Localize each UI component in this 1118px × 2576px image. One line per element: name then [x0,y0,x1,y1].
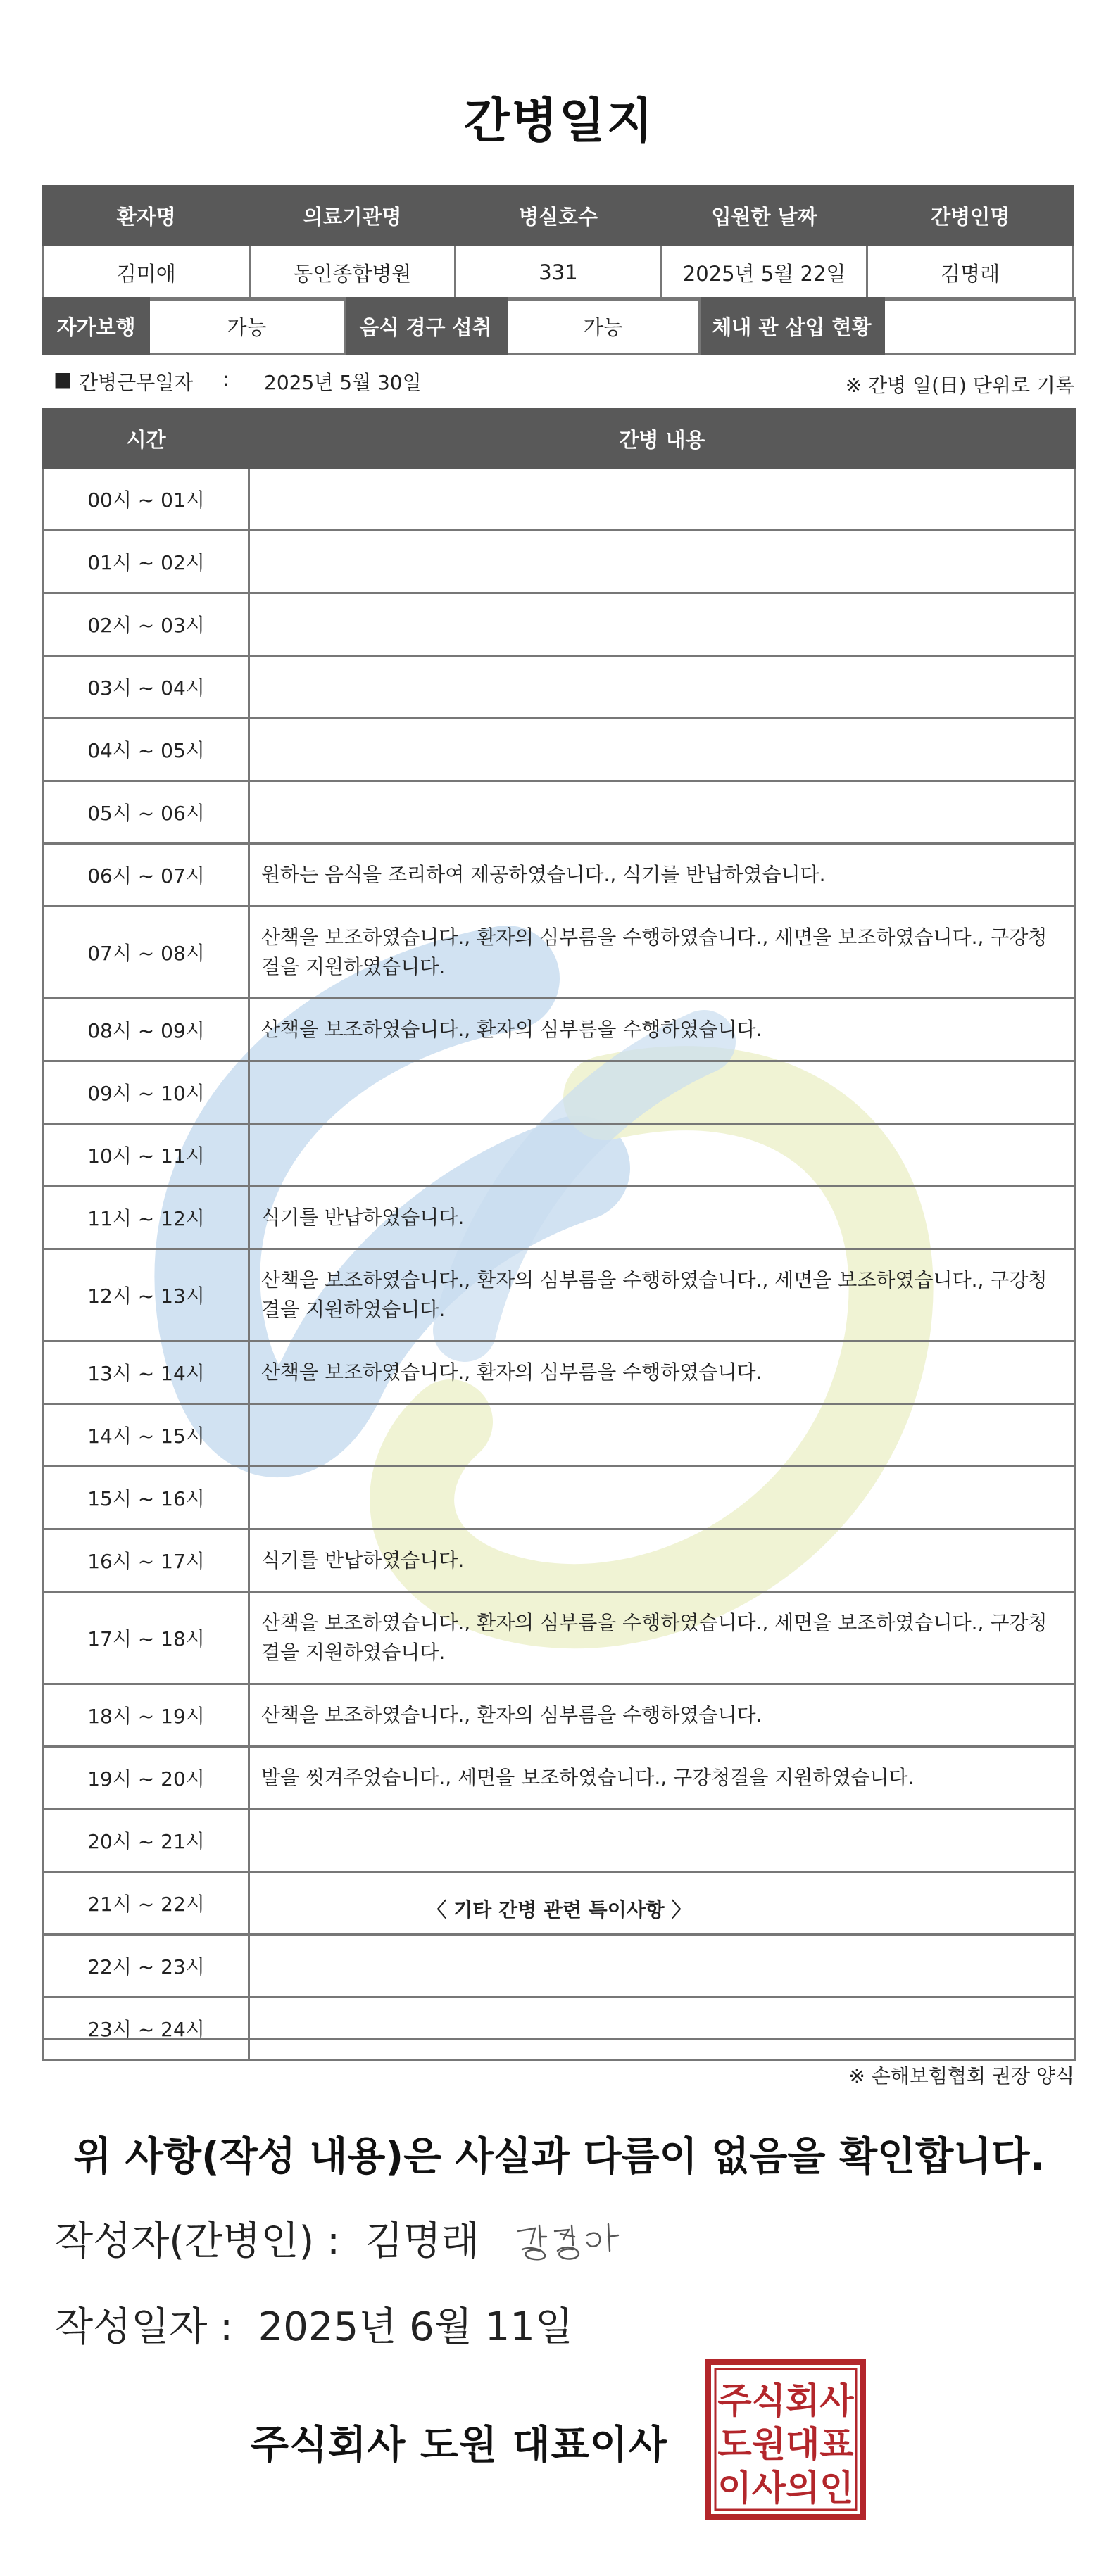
care-content [249,1404,1076,1467]
writer-label: 작성자(간병인) : [55,2218,340,2264]
header-caregiver-name: 간병인명 [867,187,1074,245]
care-content: 발을 씻겨주었습니다., 세면을 보조하였습니다., 구강청결을 지원하였습니다. [249,1747,1076,1810]
time-slot: 11시 ~ 12시 [44,1187,249,1249]
time-slot: 15시 ~ 16시 [44,1467,249,1529]
care-log-row [44,1684,1076,1747]
care-log-row [44,1529,1076,1592]
time-slot: 23시 ~ 24시 [44,1997,249,2060]
care-log-row [44,468,1076,531]
care-log-row [44,719,1076,781]
room-number-value: 331 [456,245,662,301]
care-log-row [44,844,1076,907]
written-date-value: 2025년 6월 11일 [258,2304,573,2350]
care-content [249,468,1076,531]
care-log-row [44,1404,1076,1467]
company-seal-stamp [704,2358,867,2521]
seal-line-3: 이사의인 [717,2468,854,2508]
care-content [249,1124,1076,1187]
care-log-row [44,1249,1076,1341]
patient-info-table [42,185,1074,301]
patient-info-value-row [44,245,1074,301]
time-slot: 03시 ~ 04시 [44,656,249,719]
time-slot: 04시 ~ 05시 [44,719,249,781]
seal-line-1: 주식회사 [717,2380,854,2421]
duty-date-colon: : [222,367,230,391]
page-title: 간병일지 [463,94,655,149]
time-slot: 12시 ~ 13시 [44,1249,249,1341]
time-slot: 20시 ~ 21시 [44,1810,249,1872]
time-slot: 06시 ~ 07시 [44,844,249,907]
self-walk-label: 자가보행 [44,298,149,354]
record-unit-note: ※ 간병 일(日) 단위로 기록 [845,374,1074,397]
care-log-row [44,656,1076,719]
care-content: 산책을 보조하였습니다., 환자의 심부름을 수행하였습니다. [249,1341,1076,1404]
writer-name: 김명래 [365,2218,479,2264]
time-slot: 14시 ~ 15시 [44,1404,249,1467]
duty-date-label: 간병근무일자 [79,371,194,394]
care-log-row [44,1592,1076,1684]
time-slot: 16시 ~ 17시 [44,1529,249,1592]
time-slot: 05시 ~ 06시 [44,781,249,844]
duty-date-value: 2025년 5월 30일 [264,371,422,394]
admission-date-value: 2025년 5월 22일 [661,245,867,301]
time-slot: 08시 ~ 09시 [44,999,249,1061]
time-slot: 21시 ~ 22시 [44,1872,249,1935]
care-log-row [44,999,1076,1061]
handwritten-signature [514,2216,634,2266]
oral-intake-value: 가능 [507,298,700,354]
header-admission-date: 입원한 날짜 [661,187,867,245]
care-content [249,1467,1076,1529]
care-log-header-row [44,410,1076,468]
care-log-row [44,1061,1076,1124]
care-content: 산책을 보조하였습니다., 환자의 심부름을 수행하였습니다., 세면을 보조하였습니다., 구강청결을 지원하였습니다. [249,1592,1076,1684]
care-log-row [44,781,1076,844]
time-slot: 02시 ~ 03시 [44,593,249,656]
care-content [249,781,1076,844]
header-care-content: 간병 내용 [249,410,1076,468]
care-log-row [44,1747,1076,1810]
confirmation-statement: 위 사항(작성 내용)은 사실과 다름이 없음을 확인합니다. [73,2134,1045,2180]
care-log-row [44,907,1076,999]
written-date-line [55,2296,573,2352]
care-content: 산책을 보조하였습니다., 환자의 심부름을 수행하였습니다. [249,1684,1076,1747]
care-log-row [44,1187,1076,1249]
care-content: 산책을 보조하였습니다., 환자의 심부름을 수행하였습니다., 세면을 보조하였습니다., 구강청결을 지원하였습니다. [249,907,1076,999]
form-source-note: ※ 손해보험협회 권장 양식 [848,2064,1074,2088]
remarks-box [42,1934,1076,2040]
care-content: 산책을 보조하였습니다., 환자의 심부름을 수행하였습니다., 세면을 보조하였습니다., 구강청결을 지원하였습니다. [249,1249,1076,1341]
oral-intake-label: 음식 경구 섭취 [345,298,507,354]
time-slot: 07시 ~ 08시 [44,907,249,999]
time-slot: 17시 ~ 18시 [44,1592,249,1684]
care-content: 원하는 음식을 조리하여 제공하였습니다., 식기를 반납하였습니다. [249,844,1076,907]
time-slot: 00시 ~ 01시 [44,468,249,531]
patient-status-row [44,298,1076,354]
care-log-row [44,1467,1076,1529]
patient-info-header-row [44,187,1074,245]
time-slot: 10시 ~ 11시 [44,1124,249,1187]
time-slot: 01시 ~ 02시 [44,531,249,593]
tube-insertion-value [884,298,1076,354]
header-patient-name: 환자명 [44,187,250,245]
writer-line [55,2210,479,2266]
header-time: 시간 [44,410,249,468]
care-log-row [44,531,1076,593]
care-content [249,719,1076,781]
seal-line-2: 도원대표 [717,2424,854,2465]
care-log-row [44,1124,1076,1187]
care-content [249,531,1076,593]
company-representative: 주식회사 도원 대표이사 [251,2423,667,2468]
remarks-label: 〈 기타 간병 관련 특이사항 〉 [427,1898,691,1921]
time-slot: 09시 ~ 10시 [44,1061,249,1124]
hospital-name-value: 동인종합병원 [249,245,456,301]
header-hospital-name: 의료기관명 [249,187,456,245]
time-slot: 22시 ~ 23시 [44,1935,249,1997]
care-content: 식기를 반납하였습니다. [249,1529,1076,1592]
time-slot: 13시 ~ 14시 [44,1341,249,1404]
header-room-number: 병실호수 [456,187,662,245]
patient-name-value: 김미애 [44,245,250,301]
care-log-row [44,1341,1076,1404]
tube-insertion-label: 체내 관 삽입 현황 [700,298,884,354]
care-content [249,656,1076,719]
care-content: 식기를 반납하였습니다. [249,1187,1076,1249]
written-date-label: 작성일자 : [55,2304,234,2350]
care-content [249,593,1076,656]
care-log-row [44,593,1076,656]
care-content [249,1810,1076,1872]
care-log-row [44,1810,1076,1872]
duty-date-bullet: ■ [54,367,73,391]
care-content: 산책을 보조하였습니다., 환자의 심부름을 수행하였습니다. [249,999,1076,1061]
patient-status-table [42,297,1076,355]
care-content [249,1061,1076,1124]
care-log-table [42,408,1076,2061]
time-slot: 18시 ~ 19시 [44,1684,249,1747]
time-slot: 19시 ~ 20시 [44,1747,249,1810]
self-walk-value: 가능 [149,298,345,354]
caregiver-name-value: 김명래 [867,245,1074,301]
